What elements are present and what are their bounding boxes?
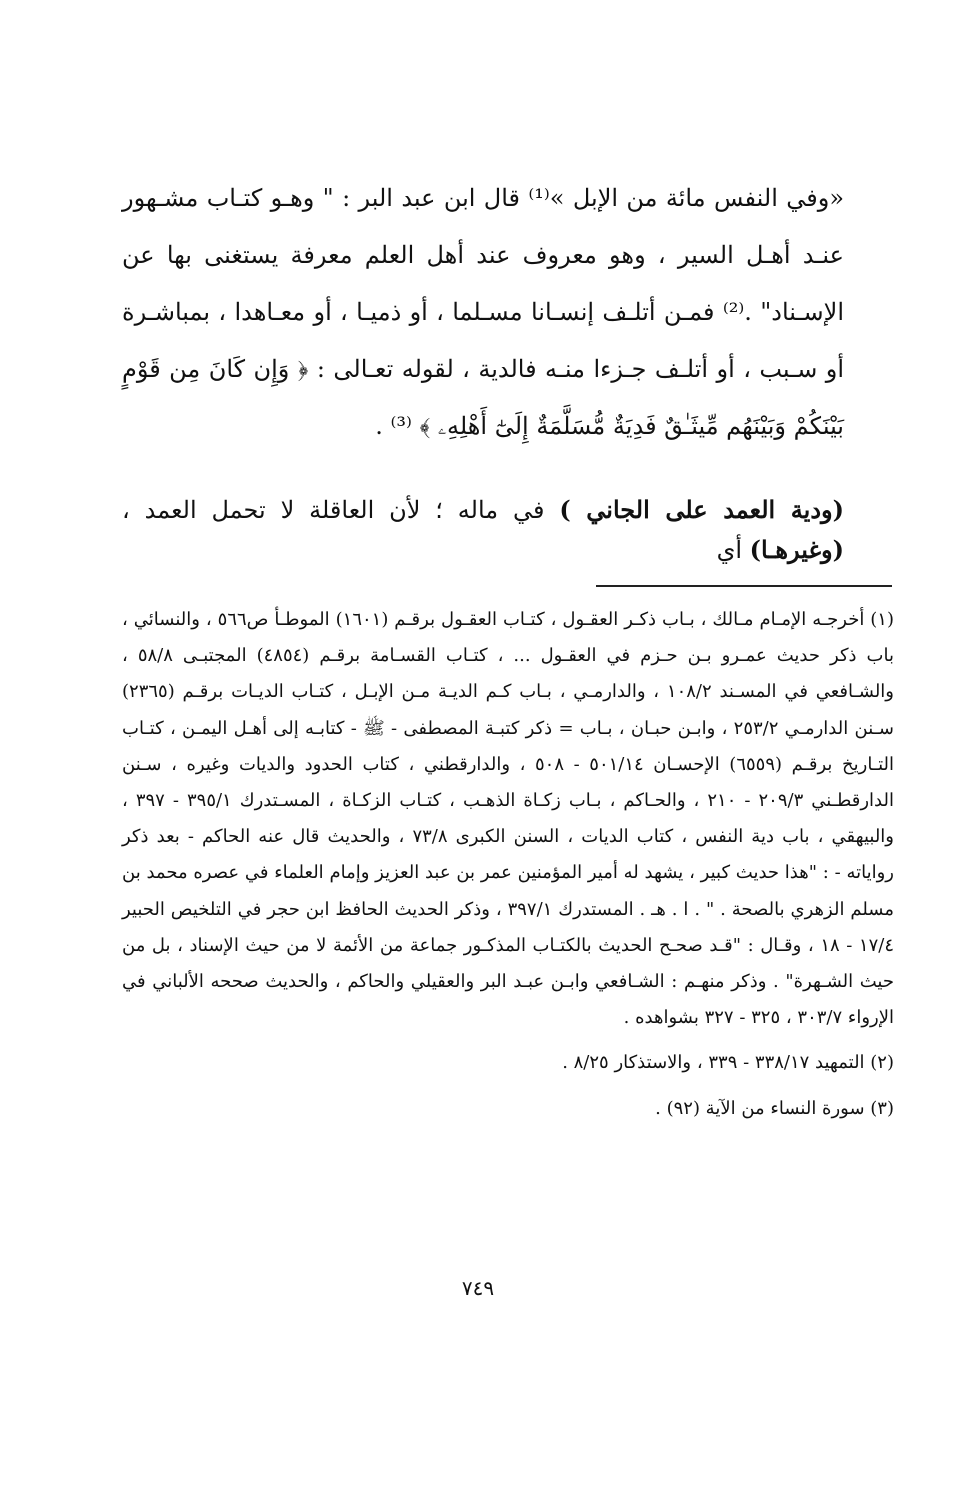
footnote-1: (١) أخرجـه الإمـام مـالك ، بـاب ذكـر العقـول ، كتـاب العقـول برقـم (١٦٠١) الموطـأ ص٥٦٦ ، والنسائي ، باب ذكر حديث عمـرو بـن حـزم في العقـول ... ، كتـاب القسـامة برقـم (٤٨٥٤) المجتبـى ٥٨/٨ ، والشـافعي في المسـند ١٠٨/٢ ، والدارمـي ، بـاب كـم الديـة مـن الإبـل ، كتـاب الديـات برقـم (٢٣٦٥) سـنن الدارمـي ٢٥٣/٢ ، وابـن حبـان ، بـاب = ذكر كتبـة المصطفى - ﷺ - كتابـه إلى أهـل اليمـن ، كتـاب التـاريخ برقـم (٦٥٥٩) الإحسـان ٥٠١/١٤ - ٥٠٨ ، والدارقطني ، كتاب الحدود والديات وغيره ، سـنن الدارقطـني ٢٠٩/٣ - ٢١٠ ، والحـاكم ، بـاب زكـاة الذهـب ، كتـاب الزكـاة ، المسـتدرك ٣٩٥/١ - ٣٩٧ ، والبيهقي ، باب دية النفس ، كتاب الديات ، السنن الكبرى ٧٣/٨ ، والحديث قال عنه الحاكم - بعد ذكر رواياته - : "هذا حديث كبير ، يشهد له أمير المؤمنين عمر بن عبد العزيز وإمام العلماء في عصره محمد بن مسلم الزهري بالصحة . " . ا . هـ . المستدرك ٣٩٧/١ ، وذكر الحديث الحافظ ابن حجر في التلخيص الحبير ١٧/٤ - ١٨ ، وقـال : "قـد صحـح الحديث بالكتـاب المذكـور جماعة من الأئمة لا من حيث الإسناد ، بل من حيث الشـهرة" . وذكر منهـم : الشـافعي وابـن عبـد البر والعقيلي والحاكم ، والحديث صححه الألباني في الإرواء ٣٠٣/٧ ، ٣٢٥ - ٣٢٧ بشواهده .: [122, 609, 895, 1029]
main-paragraph: [122, 170, 844, 455]
matn-phrase-1: (ودية العمد على الجاني ): [559, 495, 844, 524]
page-number: ٧٤٩: [461, 1276, 495, 1300]
conclusion-end: أي: [716, 536, 750, 564]
main-paragraph-text: «وفي النفس مائة من الإبل »⁽¹⁾ قال ابن عبد البر : " وهـو كتـاب مشـهور عنـد أهـل السير ، وهو معروف عند أهل العلم معرفة يستغنى بها عن الإسـناد" .⁽²⁾ فمـن أتلـف إنسـانا مسـلما ، أو ذميـا ، أو معـاهدا ، بمباشـرة أو سـبب ، أو أتلـف جـزءا منـه فالدية ، لقوله تعـالى :: [122, 184, 845, 383]
matn-phrase-2: (وغيرهـا): [749, 535, 844, 564]
conclusion-paragraph: [122, 490, 844, 570]
footnote-2: (٢) التمهيد ٣٣٨/١٧ - ٣٣٩ ، والاستذكار ٨/٢٥ .: [562, 1052, 894, 1074]
quran-verse: ﴿ وَإِن كَانَ مِن قَوْمٍ بَيْنَكُمْ وَبَيْنَهُم مِّيثَـٰقٌ فَدِيَةٌ مُّسَلَّمَةٌ إِلَىٰٓ أَهْلِهِۦ ﴾: [122, 355, 844, 440]
main-text: [122, 170, 844, 455]
footnote-divider: [596, 585, 892, 587]
footnotes: [122, 602, 894, 1136]
conclusion-text: في ماله ؛ لأن العاقلة لا تحمل العمد ،: [122, 496, 560, 524]
quran-footnote-ref: ⁽³⁾ .: [375, 412, 412, 440]
footnote-3: (٣) سورة النساء من الآية (٩٢) .: [655, 1097, 894, 1119]
